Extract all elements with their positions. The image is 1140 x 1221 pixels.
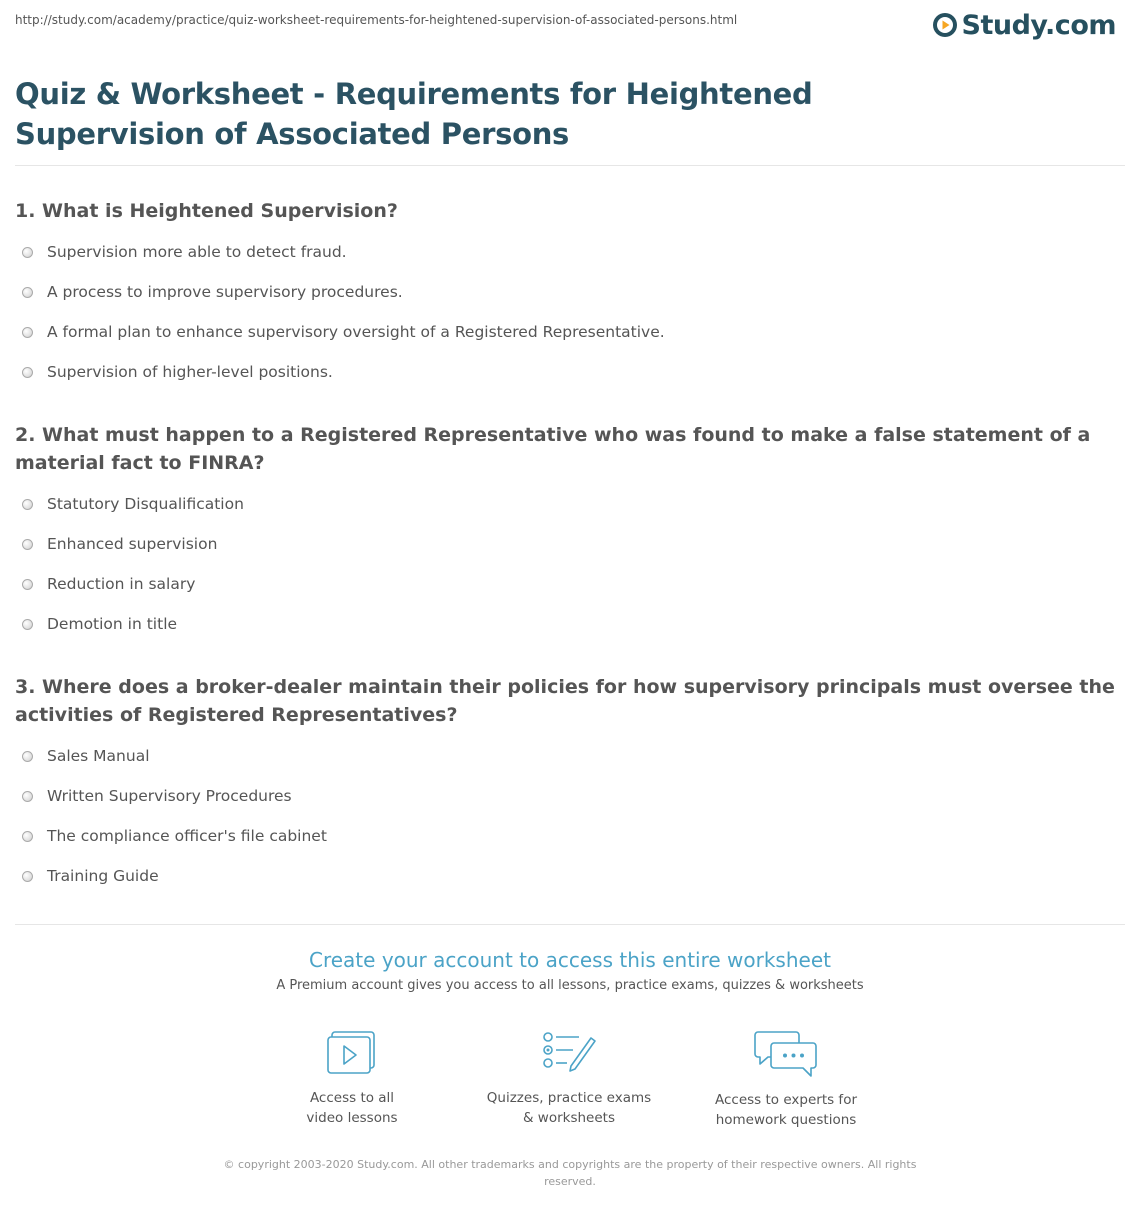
page-url: http://study.com/academy/practice/quiz-worksheet-requirements-for-heightened-supervision-of-associated-persons.html	[15, 13, 738, 27]
page-title: Quiz & Worksheet - Requirements for Heightened Supervision of Associated Persons	[15, 77, 813, 151]
answer-label: Supervision of higher-level positions.	[47, 363, 333, 381]
answer-label: Supervision more able to detect fraud.	[47, 243, 347, 261]
answer-option[interactable]	[22, 864, 159, 888]
question-1: 1. What is Heightened Supervision?	[15, 200, 398, 222]
video-lessons-icon	[326, 1030, 378, 1076]
answer-label: A formal plan to enhance supervisory oversight of a Registered Representative.	[47, 323, 665, 341]
feature-video-lessons	[252, 1030, 452, 1128]
logo-text: Study.com	[961, 9, 1116, 41]
radio-button[interactable]	[22, 247, 33, 258]
answer-label: Sales Manual	[47, 747, 150, 765]
premium-description: A Premium account gives you access to all lessons, practice exams, quizzes & worksheets	[276, 978, 864, 993]
answer-label: Written Supervisory Procedures	[47, 787, 292, 805]
answer-label: A process to improve supervisory procedures.	[47, 283, 403, 301]
answer-option[interactable]	[22, 572, 195, 596]
answer-option[interactable]	[22, 532, 217, 556]
radio-button[interactable]	[22, 751, 33, 762]
feature-experts	[686, 1030, 886, 1130]
answer-label: Training Guide	[47, 867, 159, 885]
radio-button[interactable]	[22, 579, 33, 590]
study-logo[interactable]	[932, 8, 1116, 42]
answer-label: Demotion in title	[47, 615, 178, 633]
create-account-link[interactable]: Create your account to access this entire worksheet	[309, 948, 831, 972]
answer-option[interactable]	[22, 280, 403, 304]
answer-label: Statutory Disqualification	[47, 495, 244, 513]
copyright-notice: © copyright 2003-2020 Study.com. All other trademarks and copyrights are the property of their respective owners. All rights reserved.	[223, 1158, 917, 1188]
radio-button[interactable]	[22, 539, 33, 550]
divider	[15, 924, 1125, 925]
radio-button[interactable]	[22, 619, 33, 630]
chat-bubbles-icon	[754, 1030, 818, 1078]
radio-button[interactable]	[22, 499, 33, 510]
radio-button[interactable]	[22, 367, 33, 378]
quiz-checklist-icon	[541, 1030, 597, 1076]
radio-button[interactable]	[22, 327, 33, 338]
feature-label: Quizzes, practice exams & worksheets	[486, 1090, 652, 1126]
answer-option[interactable]	[22, 240, 347, 264]
answer-option[interactable]	[22, 744, 150, 768]
play-circle-icon	[932, 12, 958, 38]
answer-option[interactable]	[22, 492, 244, 516]
feature-label: Access to experts for homework questions	[714, 1092, 857, 1128]
answer-option[interactable]	[22, 360, 333, 384]
radio-button[interactable]	[22, 287, 33, 298]
answer-option[interactable]	[22, 824, 327, 848]
divider	[15, 165, 1125, 166]
radio-button[interactable]	[22, 871, 33, 882]
radio-button[interactable]	[22, 791, 33, 802]
answer-option[interactable]	[22, 784, 292, 808]
question-3: 3. Where does a broker-dealer maintain their policies for how supervisory principals must oversee the activities of Registered Representatives?	[15, 676, 1115, 726]
radio-button[interactable]	[22, 831, 33, 842]
question-2: 2. What must happen to a Registered Representative who was found to make a false statement of a material fact to FINRA?	[15, 424, 1091, 474]
answer-label: Reduction in salary	[47, 575, 196, 593]
feature-quizzes	[469, 1030, 669, 1128]
feature-label: Access to all video lessons	[306, 1090, 398, 1126]
answer-label: Enhanced supervision	[47, 535, 218, 553]
answer-label: The compliance officer's file cabinet	[47, 827, 327, 845]
answer-option[interactable]	[22, 612, 177, 636]
answer-option[interactable]	[22, 320, 665, 344]
